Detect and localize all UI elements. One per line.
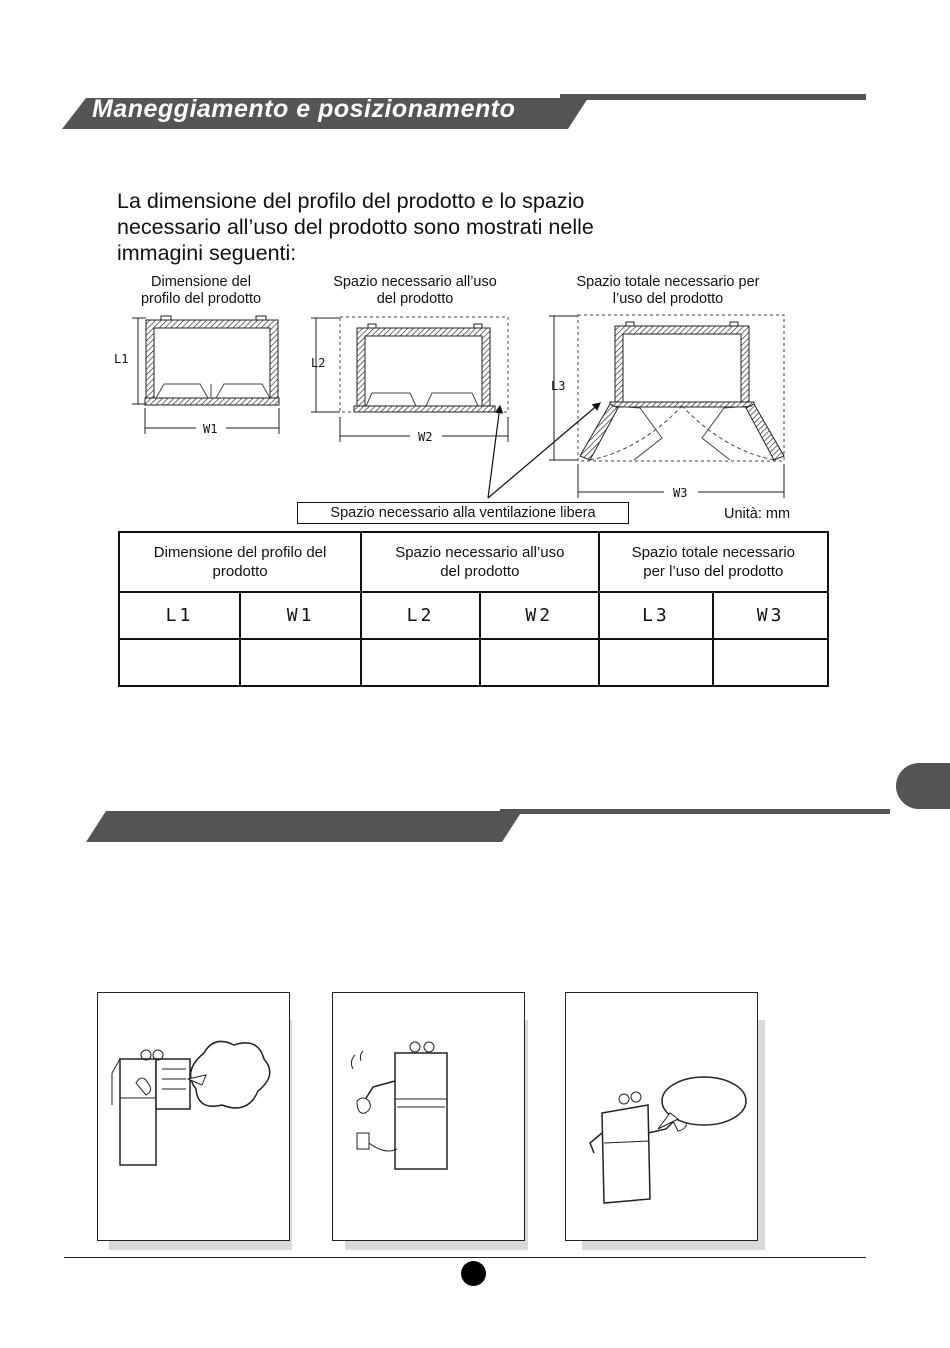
table-header-row	[119, 532, 828, 592]
label-l2: L2	[311, 356, 326, 370]
intro-text	[117, 188, 737, 266]
table-column-row	[119, 592, 828, 639]
dimensions-table	[118, 531, 829, 687]
header-rule	[560, 94, 866, 100]
illustration-panel-3	[565, 992, 758, 1241]
table-cell	[599, 639, 714, 686]
table-group-header	[361, 532, 598, 592]
table-cell	[480, 639, 599, 686]
illustration-panel-2	[332, 992, 525, 1241]
table-cell	[240, 639, 361, 686]
table-group-header-line: Spazio necessario all’uso	[395, 544, 565, 561]
fig3-caption-line: Spazio totale necessario per	[576, 274, 760, 290]
table-cell	[361, 639, 480, 686]
fig2-fridge-outline	[340, 317, 508, 412]
table-column-header: W3	[713, 592, 828, 639]
table-column-header: L3	[599, 592, 714, 639]
label-l1: L1	[114, 352, 129, 366]
fridge-open-door-illustration	[98, 993, 289, 1240]
fridge-talking-illustration	[566, 993, 757, 1240]
vent-arrow	[488, 406, 500, 498]
dimension-diagrams	[0, 300, 950, 505]
table-group-header	[119, 532, 361, 592]
table-group-header	[599, 532, 828, 592]
section2-band	[0, 800, 950, 850]
unit-label: Unità: mm	[724, 506, 791, 522]
section2-rule	[500, 809, 890, 814]
label-w3: W3	[673, 486, 688, 500]
section2-banner	[86, 811, 522, 842]
table-group-header-line: del prodotto	[440, 563, 520, 580]
table-column-header: L2	[361, 592, 480, 639]
page-title: Maneggiamento e posizionamento	[92, 95, 516, 123]
table-group-header-line: prodotto	[212, 563, 268, 580]
fig1-caption-line: Dimensione del	[151, 274, 251, 290]
fig3-fridge-outline	[578, 315, 784, 461]
fig1-caption-line: profilo del prodotto	[140, 291, 262, 307]
intro-line: necessario all’uso del prodotto sono mostrati nelle	[117, 215, 594, 239]
table-column-header: W1	[240, 592, 361, 639]
table-cell	[713, 639, 828, 686]
fig3-caption-line: l’uso del prodotto	[612, 291, 724, 307]
intro-line: La dimensione del profilo del prodotto e lo spazio	[117, 189, 585, 213]
footer-rule	[64, 1257, 866, 1258]
table-group-header-line: Spazio totale necessario	[631, 544, 795, 561]
table-column-header: L1	[119, 592, 240, 639]
fig2-caption-line: Spazio necessario all’uso	[333, 274, 497, 290]
fig2-caption-line: del prodotto	[376, 291, 454, 307]
table-group-header-line: per l’uso del prodotto	[643, 563, 784, 580]
fig1-fridge-outline	[145, 316, 279, 405]
illustration-panel-1	[97, 992, 290, 1241]
table-row	[119, 639, 828, 686]
label-l3: L3	[551, 379, 566, 393]
fridge-plug-illustration	[333, 993, 524, 1240]
table-cell	[119, 639, 240, 686]
page-number-dot	[461, 1261, 486, 1286]
label-w1: W1	[203, 422, 218, 436]
label-w2: W2	[418, 430, 433, 444]
table-group-header-line: Dimensione del profilo del	[153, 544, 327, 561]
intro-line: immagini seguenti:	[117, 241, 297, 265]
ventilation-label: Spazio necessario alla ventilazione libera	[297, 502, 629, 524]
table-column-header: W2	[480, 592, 599, 639]
